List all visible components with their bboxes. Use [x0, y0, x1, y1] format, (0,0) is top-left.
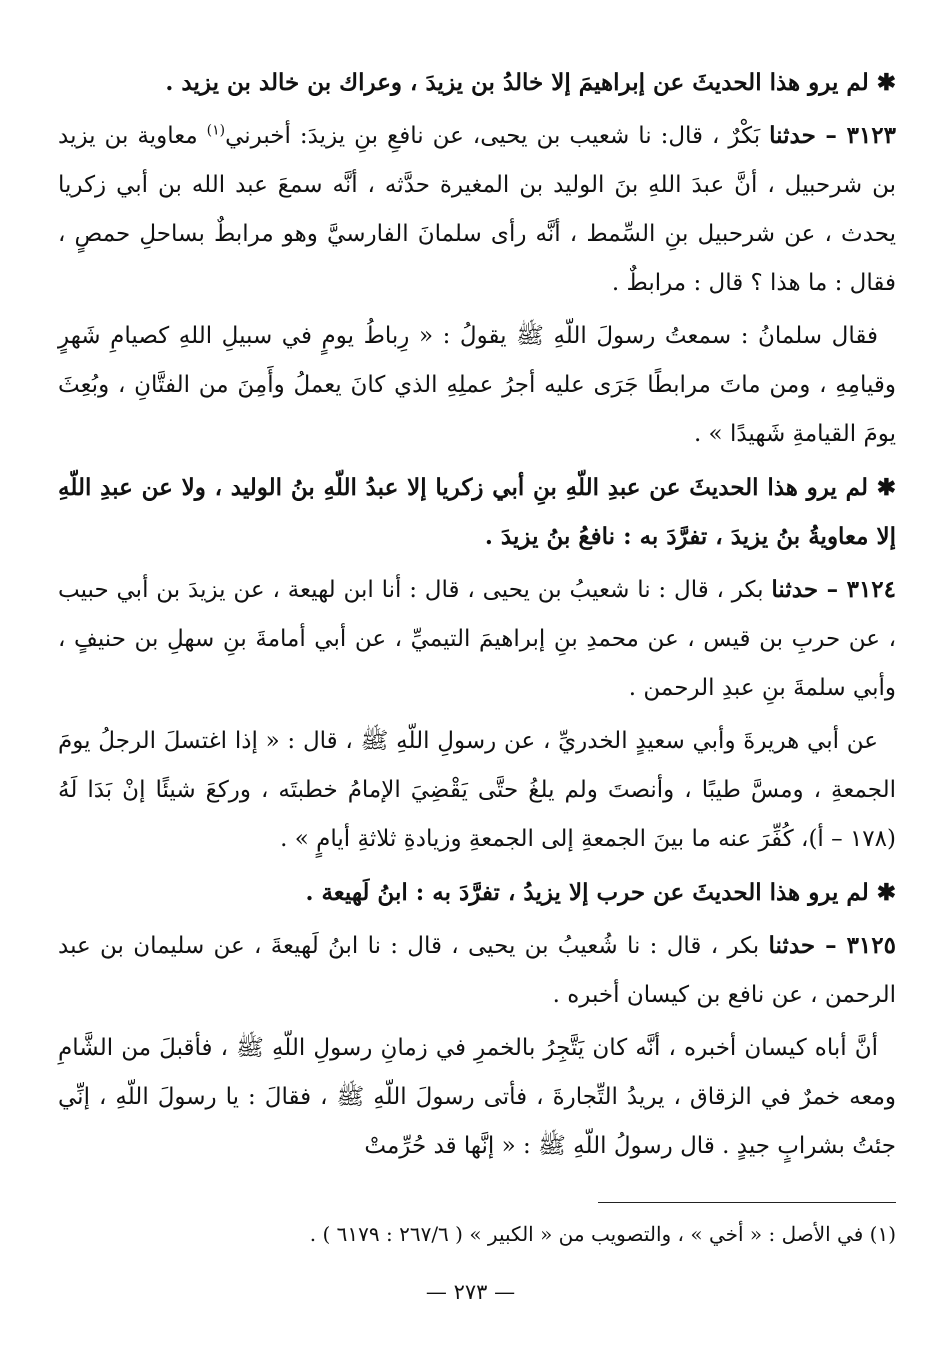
hadith-3125	[58, 921, 896, 1020]
hadith-number: ٣١٢٥ – حدثنا	[768, 932, 896, 959]
hadith-number: ٣١٢٣ – حدثنا	[769, 122, 897, 149]
hadith-text-cont: معاوية بن يزيد بن شرحبيل ، أنَّ عبدَ اللهِ بنَ الوليد بن المغيرة حدَّثه ، أنَّه سمعَ عبد الله بن أبي زكريا يحدث ، عن شرحبيل بنِ السِّمط ، أنَّه رأى سلمانَ الفارسيَّ وهو مرابطٌ بساحلِ حمصٍ ، فقال : ما هذا ؟ قال : مرابطٌ .	[58, 123, 896, 296]
hadith-3124	[58, 565, 896, 713]
editor-note-1: ✱ لم يرو هذا الحديثَ عن إبراهيمَ إلا خالدُ بن يزيدَ ، وعراك بن خالد بن يزيد .	[165, 69, 896, 96]
editor-note-3: ✱ لم يرو هذا الحديثَ عن حرب إلا يزيدُ ، تفرَّدَ به : ابنُ لَهيعة .	[305, 879, 896, 906]
hadith-text: بكر ، قال : نا شعيبُ بن يحيى ، قال : أنا ابن لهيعة ، عن يزيدَ بن أبي حبيب ، عن حربِ بن قيس ، عن محمدِ بنِ إبراهيمَ التيميِّ ، عن أبي أمامةَ بنِ سهلِ بن حنيفٍ ، وأبي سلمةَ بنِ عبدِ الرحمن .	[58, 577, 896, 701]
hadith-body-3124: عن أبي هريرةَ وأبي سعيدٍ الخدريِّ ، عن رسولِ اللّهِ ﷺ ، قال : « إذا اغتسلَ الرجلُ يومَ الجمعةِ ، ومسَّ طيبًا ، وأنصتَ ولم يلغُ حتَّى يَقْضِيَ الإمامُ خطبتَه ، وركعَ شيئًا إنْ بَدَا لَهُ (١٧٨ – أ)، كُفِّرَ عنه ما بينَ الجمعةِ إلى الجمعةِ وزيادةِ ثلاثةِ أيامٍ » .	[58, 728, 896, 852]
hadith-body-3125: أنَّ أباه كيسان أخبره ، أنَّه كان يَتَّجِرُ بالخمرِ في زمانِ رسولِ اللّهِ ﷺ ، فأقبلَ من الشَّامِ ومعه خمرٌ في الزقاق ، يريدُ التِّجارةَ ، فأتى رسولَ اللّهِ ﷺ ، فقالَ : يا رسولَ اللّهِ ، إنِّي جئتُ بشرابٍ جيدٍ . قال رسولُ اللّهِ ﷺ : « إنَّها قد حُرِّمتْ	[58, 1035, 896, 1159]
editor-note-2: ✱ لم يرو هذا الحديثَ عن عبدِ اللّهِ بنِ أبي زكريا إلا عبدُ اللّهِ بنُ الوليد ، ولا عن عبدِ اللّهِ إلا معاويةُ بنُ يزيدَ ، تفرَّدَ به : نافعُ بنُ يزيدَ .	[58, 474, 896, 550]
hadith-number: ٣١٢٤ – حدثنا	[771, 576, 897, 603]
hadith-body-3123: فقال سلمانُ : سمعتُ رسولَ اللّهِ ﷺ يقولُ : « رِباطُ يومٍ في سبيلِ اللهِ كصيامِ شَهرٍ وقيامِهِ ، ومن ماتَ مرابطًا جَرَى عليه أجرُ عملِهِ الذي كانَ يعملُ وأَمِنَ من الفتَّانِ ، وبُعِثَ يومَ القيامةِ شَهيدًا » .	[58, 323, 896, 447]
footnote: (١) في الأصل : « أخي » ، والتصويب من « الكبير » ( ٢٦٧/٦ : ٦١٧٩ ) .	[309, 1222, 896, 1246]
footnote-marker[interactable]: (١)	[206, 122, 226, 139]
page-body	[58, 58, 896, 1175]
footnote-divider	[598, 1202, 896, 1203]
hadith-3123	[58, 111, 896, 308]
page-number: — ٢٧٣ —	[425, 1280, 516, 1304]
hadith-text: بَكْرٌ ، قال: نا شعيب بن يحيى، عن نافعِ بنِ يزيدَ: أخبرني	[225, 123, 770, 149]
hadith-text: بكر ، قال : نا شُعيبُ بن يحيى ، قال : نا ابنُ لَهيعةَ ، عن سليمان بن عبد الرحمن ، عن نافع بن كيسان أخبره .	[58, 933, 896, 1008]
